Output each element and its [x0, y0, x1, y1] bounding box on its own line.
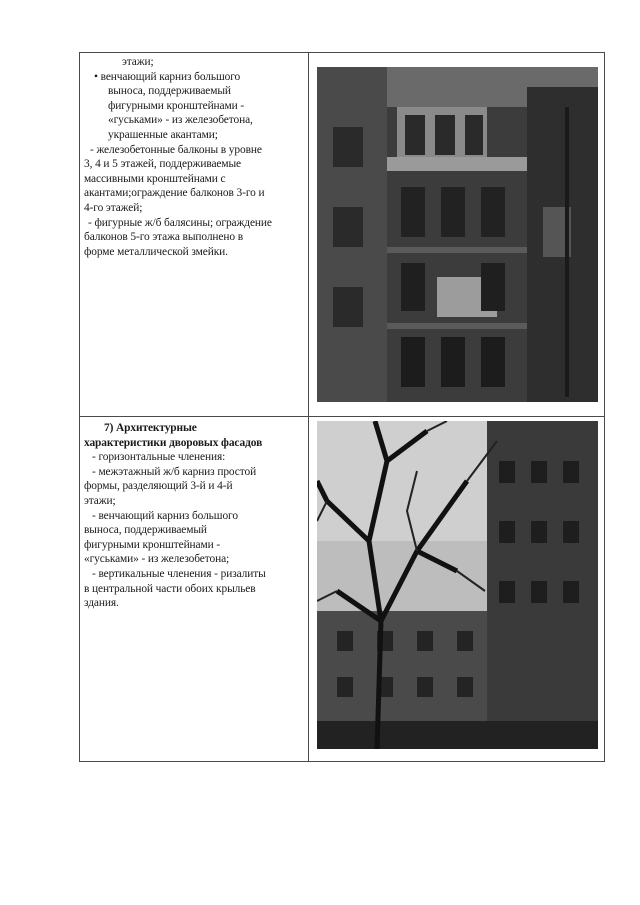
text-line: украшенные акантами; [108, 128, 218, 141]
text-line: выноса, поддерживаемый [84, 524, 207, 537]
text-line: формы, разделяющий 3-й и 4-й [84, 480, 233, 493]
text-line: здания. [84, 597, 119, 610]
row-divider [80, 416, 604, 417]
text-line: - фигурные ж/б балясины; ограждение [88, 216, 272, 229]
building-facade-photo [317, 67, 598, 402]
column-divider [308, 53, 309, 761]
text-line: массивными кронштейнами с [84, 172, 226, 185]
text-line: этажи; [122, 56, 154, 68]
text-line: фигурными кронштейнами - [108, 99, 245, 112]
section-heading: характеристики дворовых фасадов [84, 436, 263, 449]
courtyard-facade-photo [317, 421, 598, 749]
row2-text-cell [84, 421, 306, 611]
text-line: балконов 5-го этажа выполнено в [84, 231, 243, 244]
text-line: «гуськами» - из железобетона, [108, 114, 253, 127]
text-line: «гуськами» - из железобетона; [84, 553, 230, 566]
courtyard-image [317, 421, 598, 749]
text-line: акантами;ограждение балконов 3-го и [84, 187, 265, 200]
text-line: 4-го этажей; [84, 201, 143, 214]
text-line: этажи; [84, 494, 116, 507]
facade-image [317, 67, 598, 402]
text-line: - вертикальные членения - ризалиты [92, 567, 266, 580]
text-line: в центральной части обоих крыльев [84, 582, 256, 595]
text-line: - венчающий карниз большого [92, 509, 238, 522]
text-line: выноса, поддерживаемый [108, 85, 231, 98]
text-line: 3, 4 и 5 этажей, поддерживаемые [84, 158, 241, 171]
text-line: форме металлической змейки. [84, 245, 228, 258]
text-line: - железобетонные балконы в уровне [90, 143, 262, 156]
row1-text-cell [84, 55, 306, 259]
text-line: • венчающий карниз большого [94, 70, 241, 83]
table [79, 52, 605, 762]
text-line: фигурными кронштейнами - [84, 538, 221, 551]
text-line: - межэтажный ж/б карниз простой [92, 465, 257, 478]
section-heading: 7) Архитектурные [104, 422, 197, 434]
text-line: - горизонтальные членения: [92, 451, 226, 464]
